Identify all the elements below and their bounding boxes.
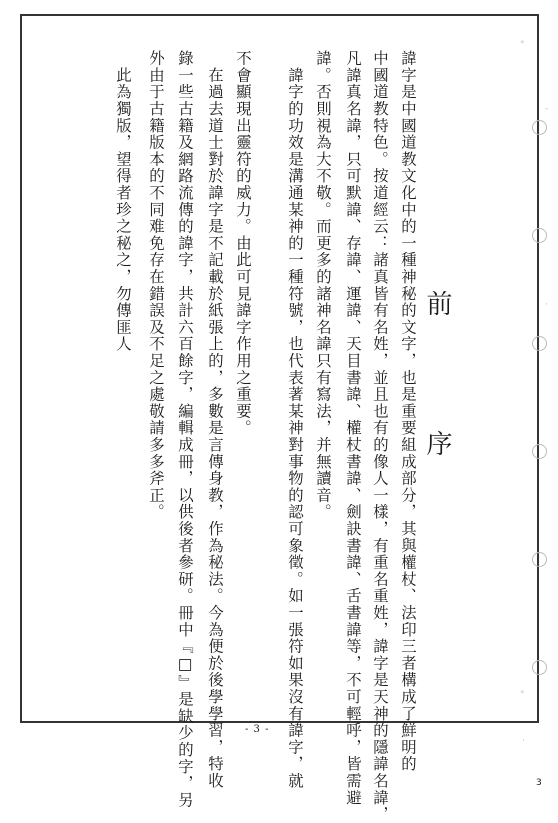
text-column-3: 凡諱真名諱，只可默諱、存諱、運諱、天目書諱、權杖書諱、劍訣書諱、舌書諱等，不可輕呼，皆需避 [344,50,362,806]
binding-hole [532,336,547,351]
scan-mark: ° [520,40,525,50]
text-column-1: 諱字是中國道教文化中的一種神秘的文字，也是重要組成部分，其與權杖、法印三者構成了鮮明的 [399,50,417,773]
binding-hole [532,660,547,675]
scan-mark: ° [520,690,525,700]
text-column-7: 在過去道士對於諱字是不記載於紙張上的，多數是言傳身教，作為秘法。今為便於後學學習，特收 [206,50,224,790]
text-column-5: 諱字的功效是溝通某神的一種符號，也代表著某神對事物的認可象徵。如一張符如果沒有諱字，就 [286,50,304,790]
text-column-6: 不會顯現出靈符的威力。由此可見諱字作用之重要。 [234,50,252,437]
page-frame [20,14,539,723]
scan-mark: · [522,736,525,746]
text-column-2: 中國道教特色。按道經云：諸真皆有名姓，並且也有的像人一樣，有重名重姓，諱字是天神的隱諱名諱， [371,50,389,823]
page-number: - 3 - [245,724,270,735]
corner-page-number: 3 [536,778,542,788]
text-column-10: 此為獨版，望得者珍之秘之，勿傳匪人 [114,50,132,353]
preface-title: 前 序 [422,290,452,500]
binding-hole [532,552,547,567]
text-column-9: 外由于古籍版本的不同难免存在錯誤及不足之處敬請多多斧正。 [147,50,165,521]
text-column-4: 諱。否則視為大不敬。而更多的諸神名諱只有寫法，并無讀音。 [314,50,332,521]
binding-hole [532,120,547,135]
scan-mark: - [545,104,549,114]
binding-hole [532,444,547,459]
binding-hole [532,228,547,243]
scan-mark: · [545,300,548,310]
text-column-8: 錄一些古籍及網路流傳的諱字，共計六百餘字，編輯成冊，以供後者參研。冊中『□』是缺少的字，另 [176,50,194,809]
